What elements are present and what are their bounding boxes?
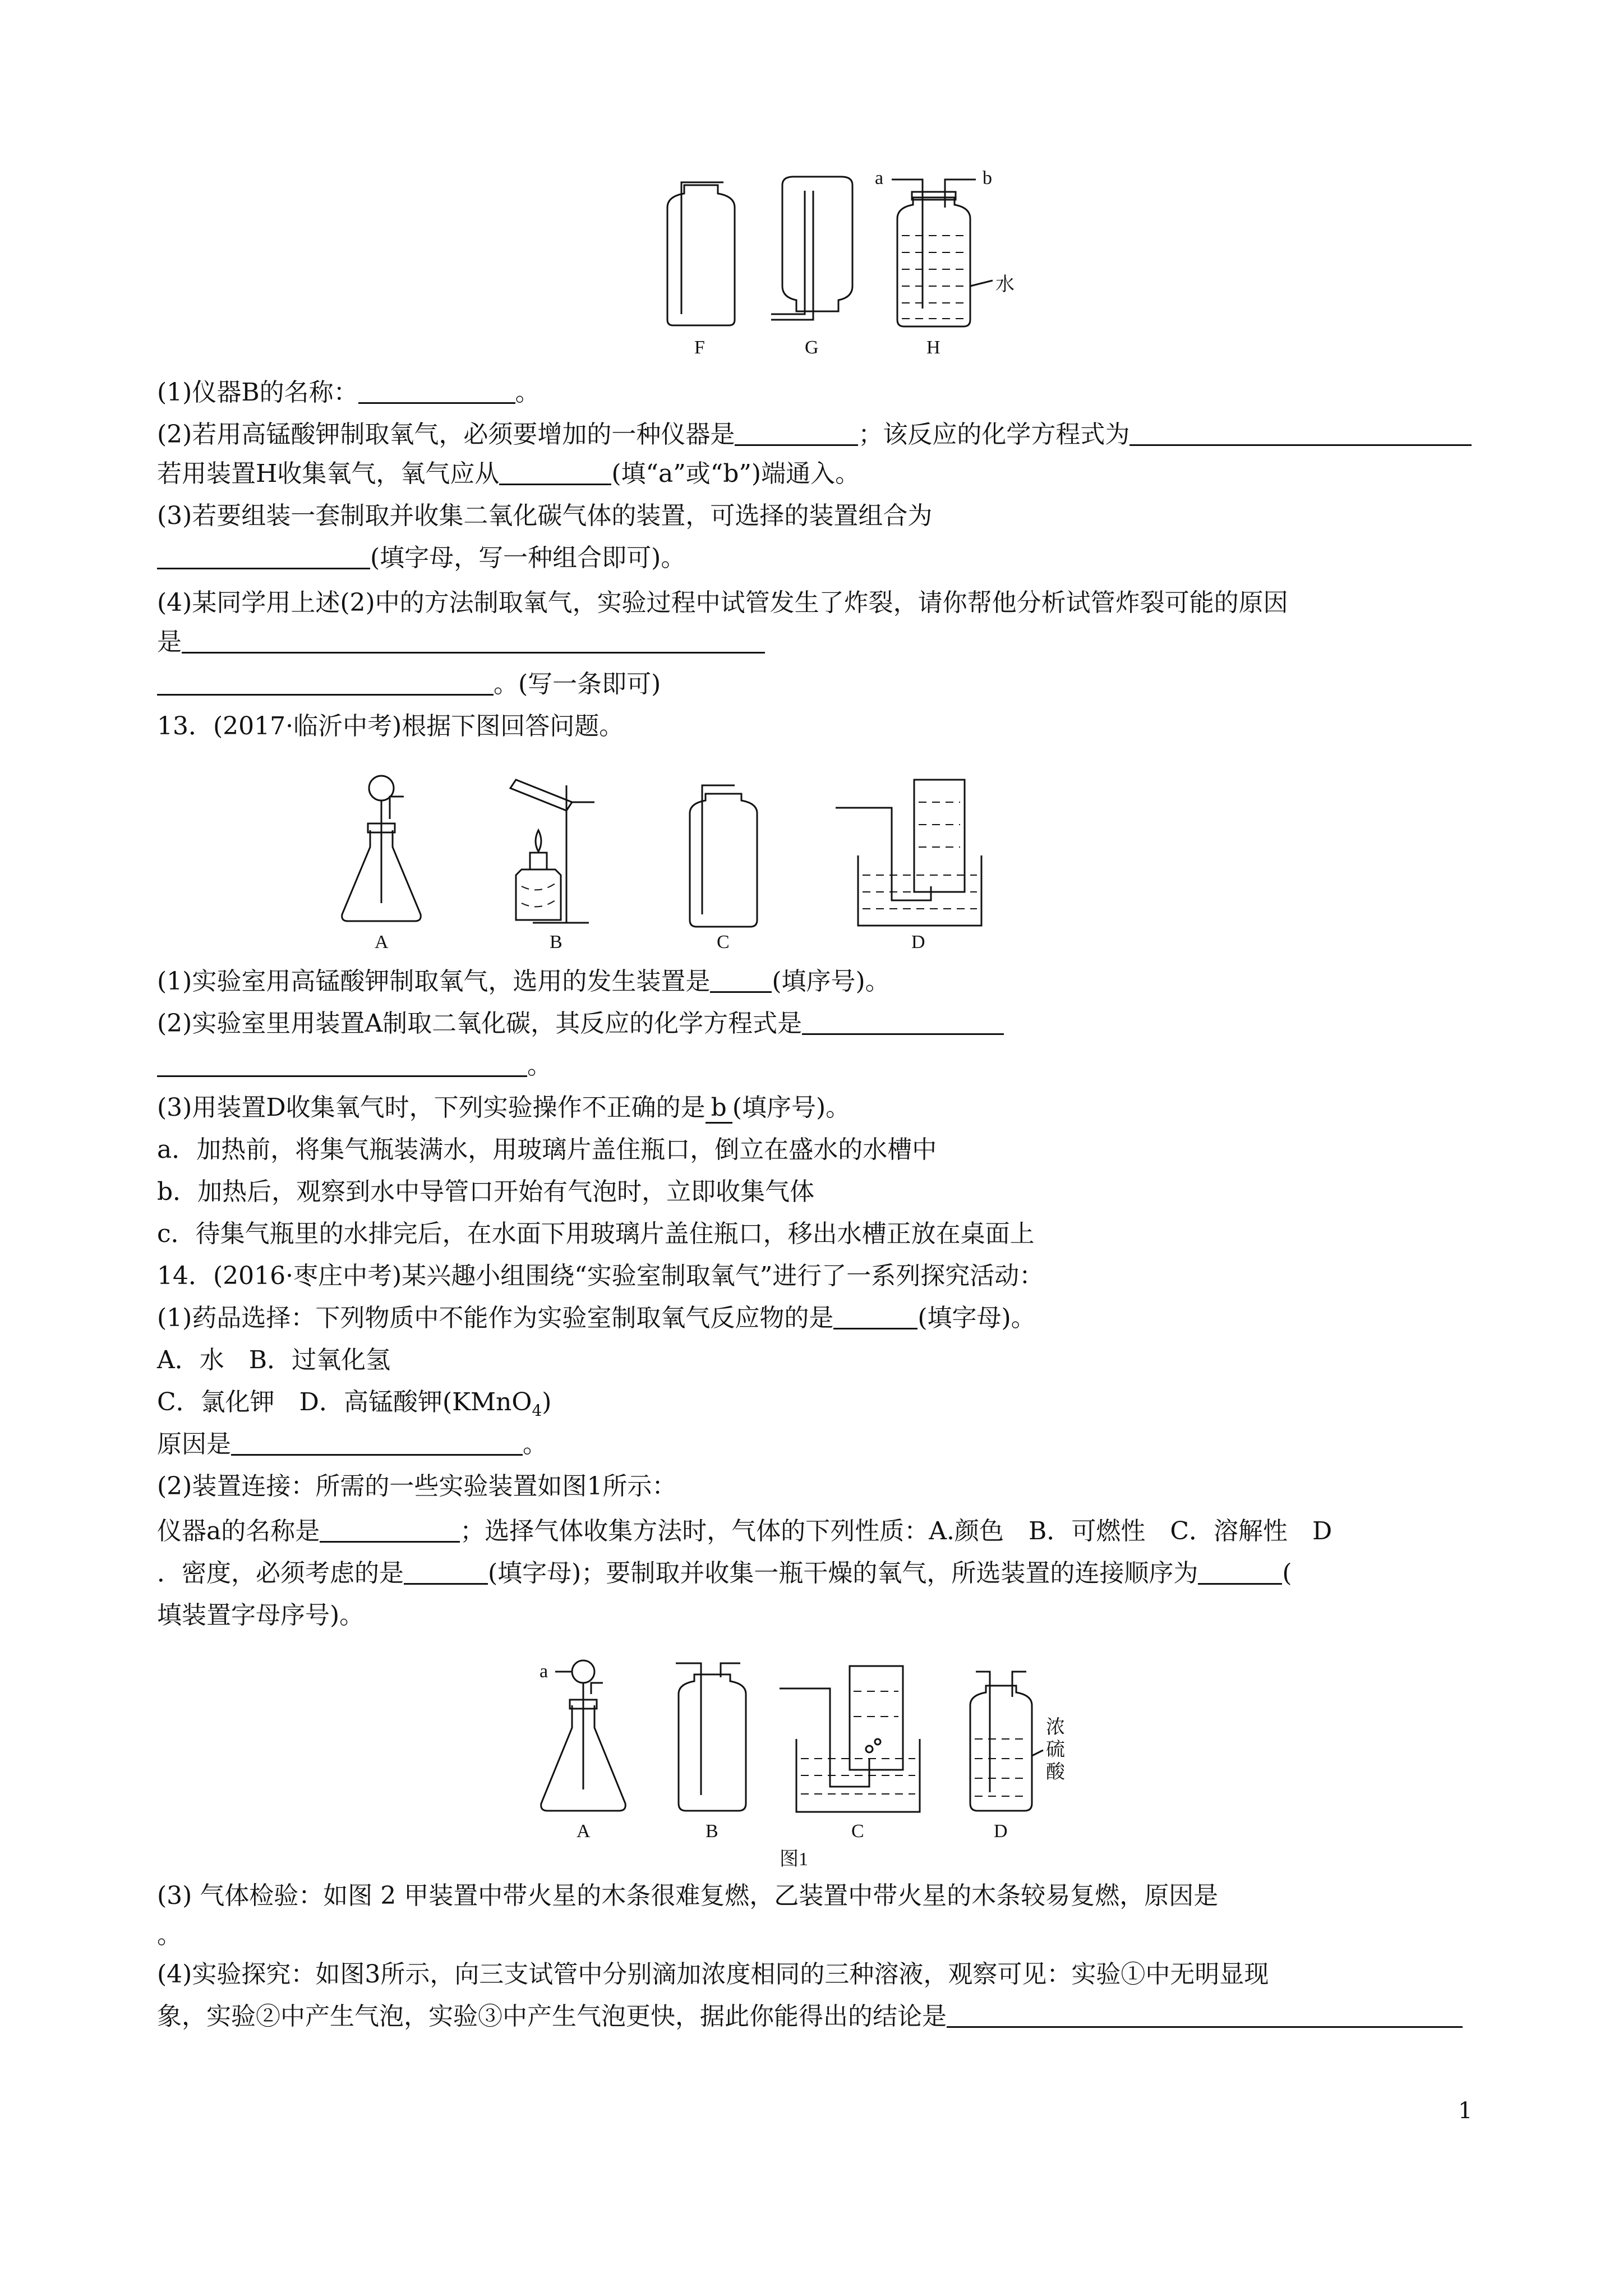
q13-part1: (1)实验室用高锰酸钾制取氧气，选用的发生装置是 (填序号)。 <box>157 965 890 999</box>
q13-label-b: B <box>550 932 562 953</box>
q14-blank-4[interactable] <box>947 2000 1463 2028</box>
apparatus-g <box>771 177 852 320</box>
q14-title: 14．(2016·枣庄中考)某兴趣小组围绕“实验室制取氧气”进行了一系列探究活动： <box>157 1262 1044 1290</box>
q13-option-a: a．加热前，将集气瓶装满水，用玻璃片盖住瓶口，倒立在盛水的水槽中 <box>157 1135 937 1164</box>
apparatus-a <box>342 776 421 921</box>
q14-part2: (2)装置连接：所需的一些实验装置如图1所示： <box>157 1472 677 1501</box>
apparatus-f <box>667 182 735 325</box>
q14-part4-cont: 象，实验②中产生气泡，实验③中产生气泡更快，据此你能得出的结论是 <box>157 2000 1463 2033</box>
q13-label-a: A <box>375 932 389 953</box>
fig1-label-a: A <box>577 1821 591 1842</box>
fig1-apparatus-c <box>780 1666 920 1812</box>
q12-blank-2b[interactable] <box>1129 418 1472 446</box>
q13-title: 13．(2017·临沂中考)根据下图回答问题。 <box>157 712 624 740</box>
q12-part1: (1)仪器B的名称： 。 <box>157 376 540 409</box>
q14-reason: 原因是 。 <box>157 1428 547 1461</box>
label-f: F <box>694 337 705 358</box>
q13-part2-cont: 。 <box>157 1049 552 1083</box>
q12-part3: (3)若要组装一套制取并收集二氧化碳气体的装置，可选择的装置组合为 <box>157 501 933 530</box>
fig1-label-b: B <box>706 1821 718 1842</box>
q14-blank-2b[interactable] <box>404 1557 488 1585</box>
q12-part2: (2)若用高锰酸钾制取氧气，必须要增加的一种仪器是 ；该反应的化学方程式为 <box>157 418 1472 452</box>
port-a-label: a <box>875 168 884 188</box>
q12-part4-end: 。(写一条即可) <box>157 668 661 701</box>
q12-blank-2a[interactable] <box>735 418 858 446</box>
q14-part2-line1: 仪器a的名称是 ；选择气体收集方法时，气体的下列性质：A.颜色 B．可燃性 C．溶解性 D <box>157 1515 1332 1548</box>
q14-part2-line3: 填装置字母序号)。 <box>157 1601 365 1630</box>
fig1-apparatus-d <box>970 1672 1043 1811</box>
q14-options-ab: A．水 B．过氧化氢 <box>157 1346 391 1374</box>
figure-q13 <box>331 763 1004 954</box>
q14-options-cd: C．氯化钾 D．高锰酸钾(KMnO$_4$) <box>157 1388 552 1420</box>
apparatus-d <box>836 780 981 926</box>
fig1-apparatus-a <box>541 1660 626 1811</box>
q14-part3: (3) 气体检验：如图 2 甲装置中带火星的木条很难复燃，乙装置中带火星的木条较易复燃，原因是 <box>157 1881 1219 1910</box>
q14-part4: (4)实验探究：如图3所示，向三支试管中分别滴加浓度相同的三种溶液，观察可见：实验①中无明显现 <box>157 1960 1269 1989</box>
q12-part3-cont: (填字母，写一种组合即可)。 <box>157 541 685 575</box>
q14-part3-end: 。 <box>157 1921 182 1949</box>
q13-option-c: c．待集气瓶里的水排完后，在水面下用玻璃片盖住瓶口，移出水槽正放在桌面上 <box>157 1220 1035 1248</box>
q13-answer-3[interactable]: b <box>706 1093 732 1124</box>
fig1-label-c: C <box>851 1821 864 1842</box>
q14-part1: (1)药品选择：下列物质中不能作为实验室制取氧气反应物的是 (填字母)。 <box>157 1301 1036 1335</box>
fig1-apparatus-b <box>676 1663 746 1811</box>
label-g: G <box>805 337 819 358</box>
q14-blank-2a[interactable] <box>320 1515 460 1543</box>
label-h: H <box>926 337 940 358</box>
q13-option-b: b．加热后，观察到水中导管口开始有气泡时，立即收集气体 <box>157 1177 815 1206</box>
fig1-port-a: a <box>540 1661 548 1682</box>
water-label: 水 <box>995 274 1015 295</box>
q13-part2: (2)实验室里用装置A制取二氧化碳，其反应的化学方程式是 <box>157 1007 1004 1041</box>
fig1-label-d: D <box>994 1821 1008 1842</box>
q12-blank-4a[interactable] <box>182 626 765 654</box>
apparatus-b <box>510 780 594 923</box>
figure-fgh <box>634 163 1026 365</box>
q12-blank-2c[interactable] <box>499 458 611 485</box>
q14-part2-line2: ．密度，必须考虑的是 (填字母)；要制取并收集一瓶干燥的氧气，所选装置的连接顺序为 ( <box>157 1557 1292 1590</box>
q13-blank-2a[interactable] <box>802 1007 1004 1035</box>
q14-blank-reason[interactable] <box>231 1428 523 1456</box>
acid-label-1: 浓 <box>1046 1717 1065 1738</box>
apparatus-h <box>892 180 993 326</box>
q14-blank-2c[interactable] <box>1198 1557 1282 1585</box>
port-b-label: b <box>983 168 992 188</box>
apparatus-c <box>690 785 757 927</box>
q13-label-c: C <box>717 932 730 953</box>
acid-label-2: 硫 <box>1046 1740 1065 1760</box>
acid-label-3: 酸 <box>1046 1762 1065 1783</box>
q13-label-d: D <box>911 932 925 953</box>
q12-blank-4b[interactable] <box>157 668 494 696</box>
q12-blank-1[interactable] <box>358 376 515 404</box>
q14-blank-1[interactable] <box>833 1302 917 1329</box>
q13-part3: (3)用装置D收集氧气时，下列实验操作不正确的是 b (填序号)。 <box>157 1091 850 1125</box>
q13-blank-2b[interactable] <box>157 1050 527 1077</box>
q12-part4: (4)某同学用上述(2)中的方法制取氧气，实验过程中试管发生了炸裂，请你帮他分析试管炸裂可能的原因 <box>157 588 1288 617</box>
page-number: 1 <box>1458 2098 1473 2124</box>
q12-part2-cont: 若用装置H收集氧气，氧气应从 (填“a”或“b”)端通入。 <box>157 457 860 491</box>
q13-blank-1[interactable] <box>710 965 772 993</box>
figure-1-caption: 图1 <box>780 1849 808 1870</box>
q12-part4-cont: 是 <box>157 625 765 659</box>
q12-blank-3[interactable] <box>157 542 370 569</box>
figure-1 <box>533 1649 1094 1874</box>
